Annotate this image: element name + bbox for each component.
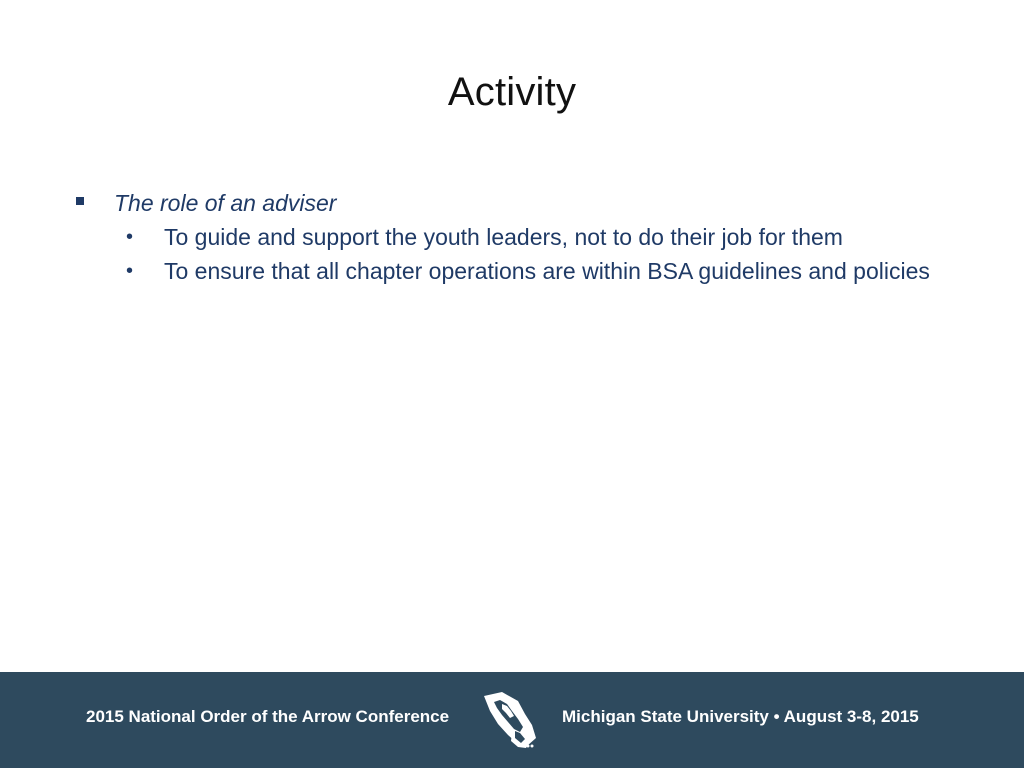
bullet-level1 bbox=[72, 186, 972, 220]
dot-bullet-icon: • bbox=[126, 226, 134, 248]
footer-bar bbox=[0, 672, 1024, 768]
dot-bullet-icon: • bbox=[126, 260, 134, 282]
venue-date: Michigan State University • August 3-8, 2015 bbox=[562, 707, 919, 726]
bullet-text: To ensure that all chapter operations are within BSA guidelines and policies bbox=[164, 258, 930, 284]
arrowhead-logo-icon bbox=[480, 688, 542, 752]
conference-title: 2015 National Order of the Arrow Conference bbox=[86, 707, 450, 726]
bullet-level2 bbox=[72, 220, 972, 254]
section-heading: The role of an adviser bbox=[114, 190, 337, 216]
slide-content bbox=[72, 186, 972, 288]
square-bullet-icon bbox=[76, 197, 84, 205]
bullet-text: To guide and support the youth leaders, not to do their job for them bbox=[164, 224, 843, 250]
bullet-level2 bbox=[72, 254, 972, 288]
slide-title: Activity bbox=[447, 70, 577, 114]
